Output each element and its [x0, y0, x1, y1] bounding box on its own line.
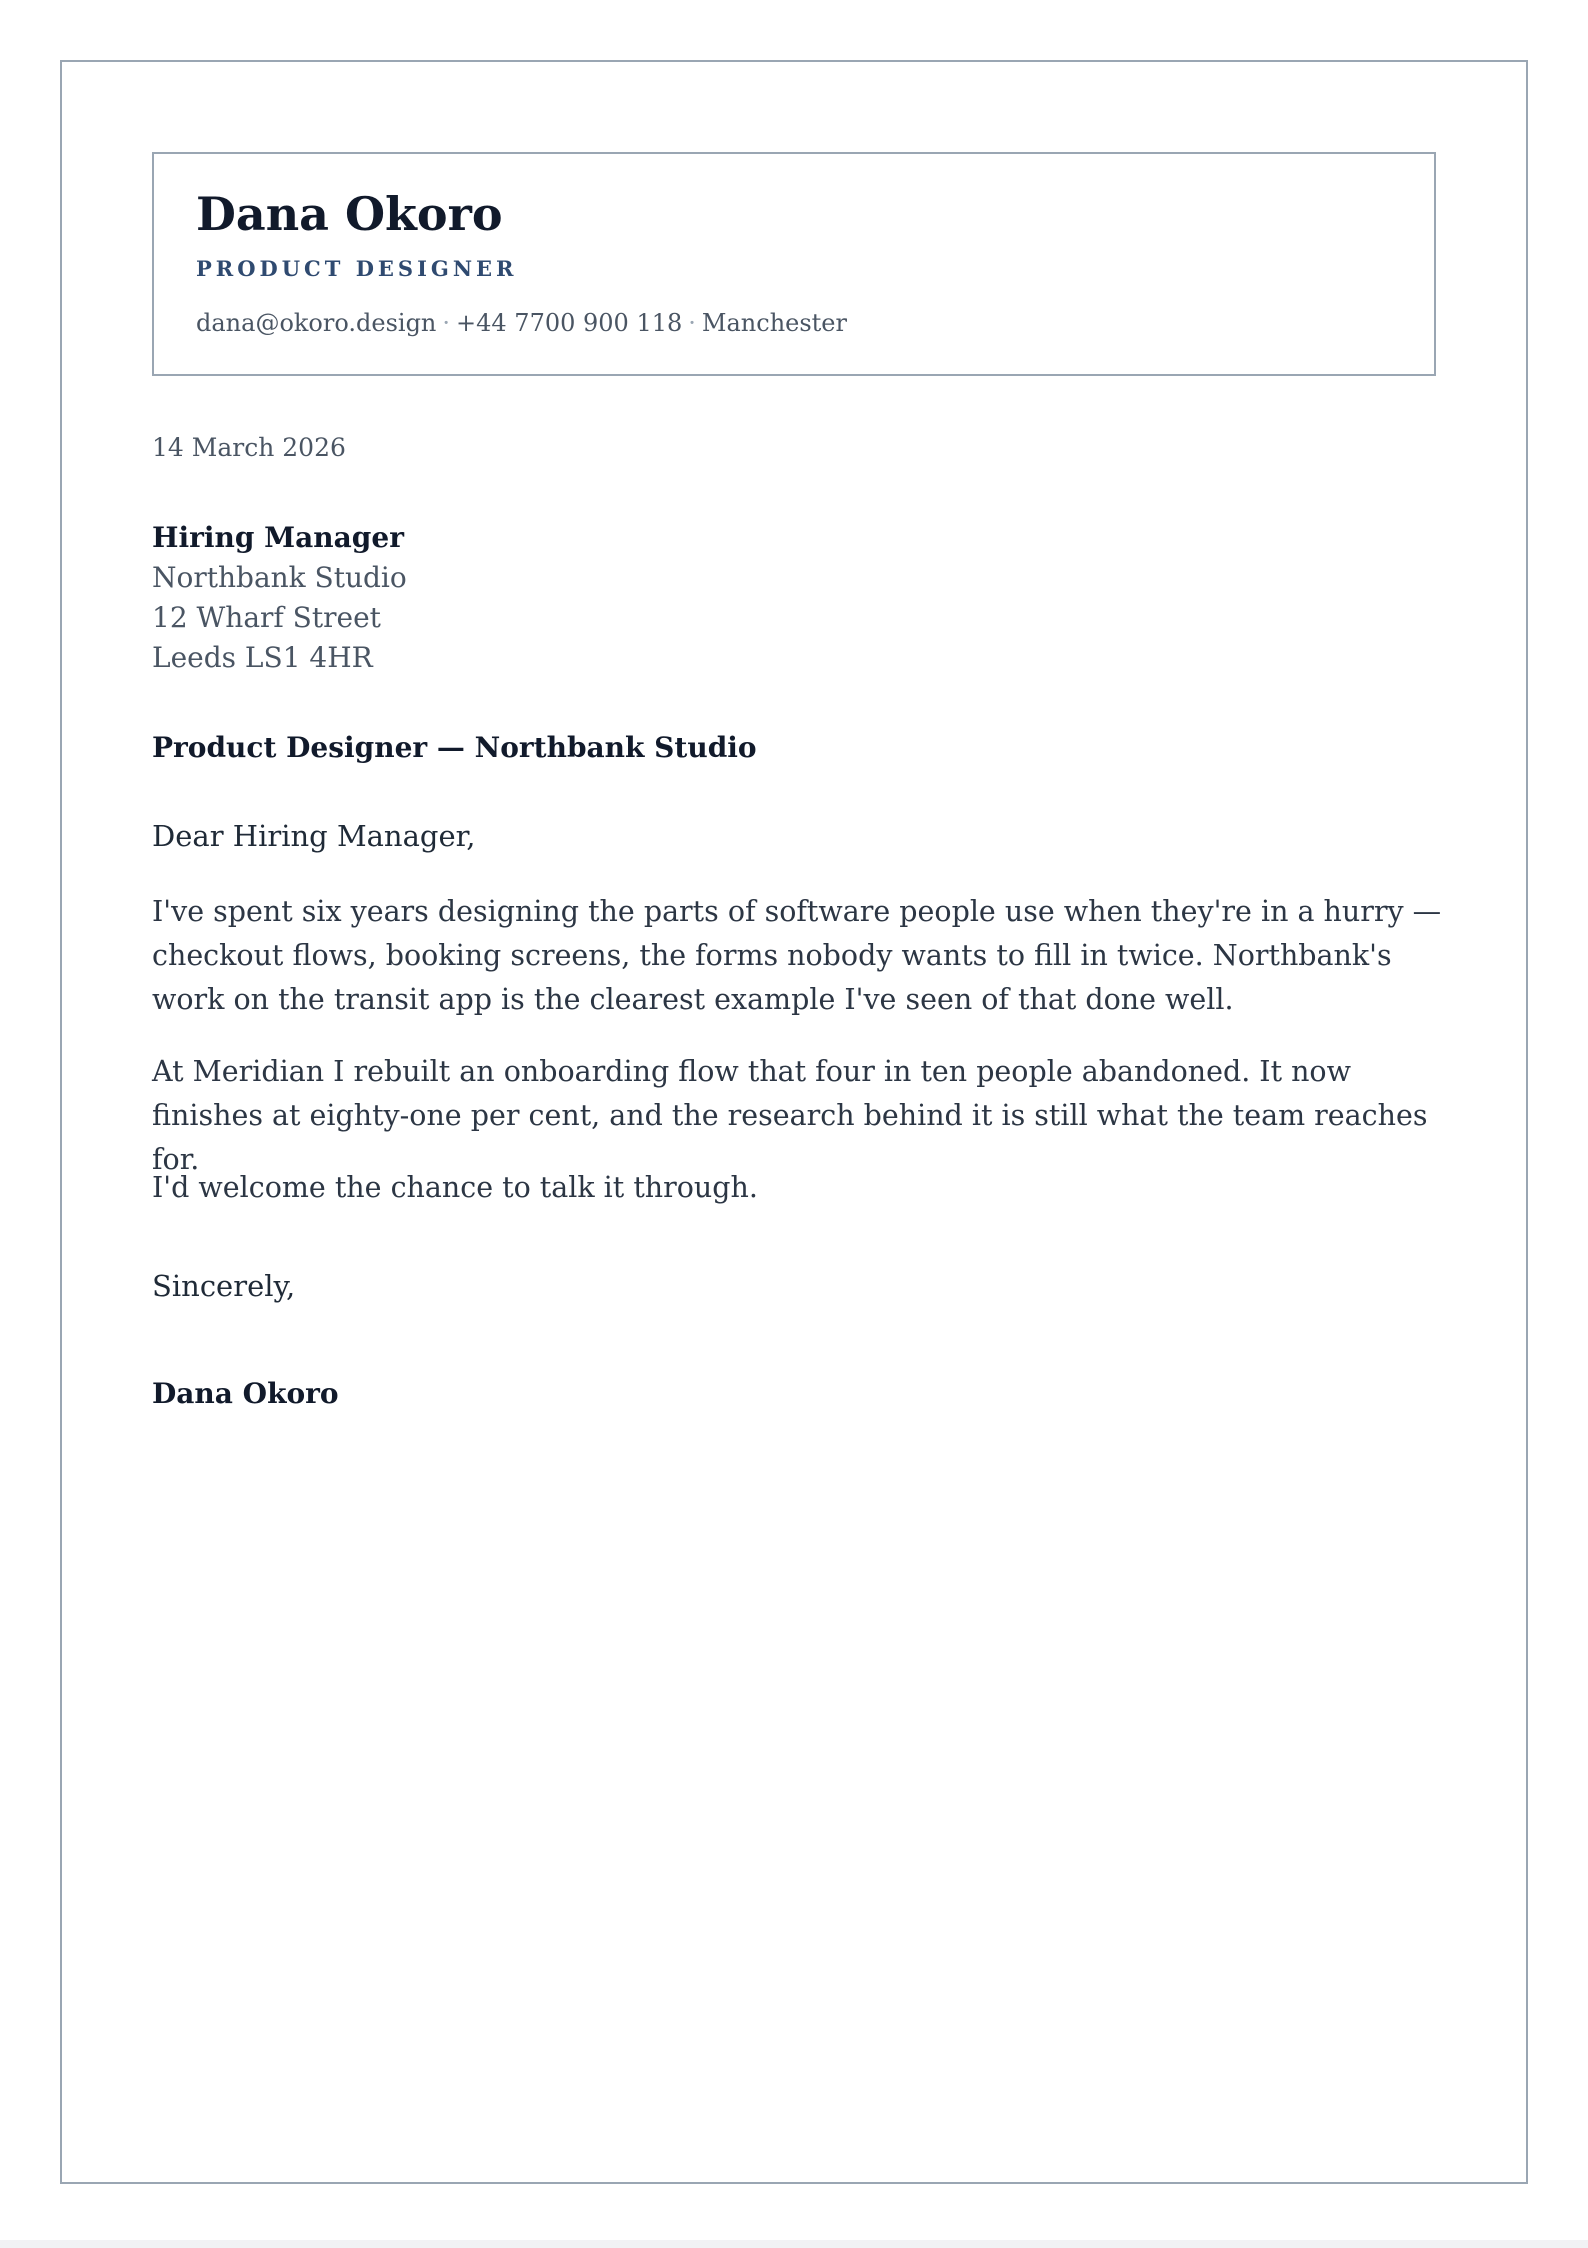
sender-role: PRODUCT DESIGNER: [196, 256, 518, 281]
recipient-city: Leeds LS1 4HR: [152, 641, 373, 674]
sender-email: dana@okoro.design: [196, 309, 437, 337]
sender-location: Manchester: [701, 309, 847, 337]
letterhead: [152, 152, 1436, 376]
contact-separator: ·: [688, 309, 696, 337]
signature-name: Dana Okoro: [152, 1377, 339, 1410]
salutation: Dear Hiring Manager,: [152, 819, 476, 853]
sender-contact: [196, 306, 847, 340]
recipient-address: [152, 518, 407, 678]
body-paragraph-3: I'd welcome the chance to talk it through.: [152, 1171, 758, 1204]
letter-subject: Product Designer — Northbank Studio: [152, 731, 757, 764]
body-paragraph-1: I've spent six years designing the parts of software people use when they're in a hurry — checkout flows, booking screens, the forms nobody wants to fill in twice. Northbank's work on the transit app is the clearest example I've seen of that done well.: [152, 895, 1442, 1016]
contact-separator: ·: [442, 309, 451, 337]
closing: Sincerely,: [152, 1269, 296, 1303]
recipient-company: Northbank Studio: [152, 561, 407, 594]
letter-date: 14 March 2026: [152, 433, 346, 462]
body-paragraph-2: At Meridian I rebuilt an onboarding flow that four in ten people abandoned. It now finishes at eighty-one per cent, and the research behind it is still what the team reaches for.: [152, 1055, 1428, 1176]
recipient-street: 12 Wharf Street: [152, 601, 381, 634]
sender-name: Dana Okoro: [196, 187, 503, 241]
sender-phone: +44 7700 900 118: [456, 309, 683, 337]
recipient-name: Hiring Manager: [152, 521, 404, 554]
